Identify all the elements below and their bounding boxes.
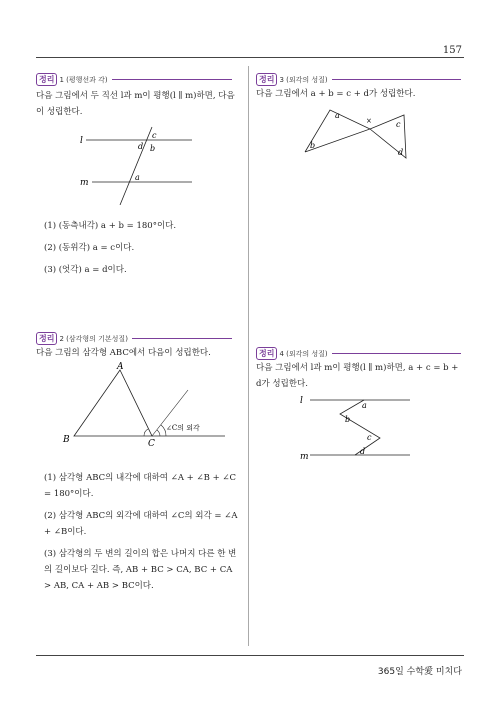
theorem4-statement: 다음 그림에서 l과 m이 평행(l ∥ m)하면, a + c = b + d가 성립한다. [256,363,459,389]
angle-d: d [398,148,404,157]
vertex-a: A [117,362,124,372]
theorem1-item: (2) (동위각) a = c이다. [44,243,135,253]
theorem2-statement: 다음 그림의 삼각형 ABC에서 다음이 성립한다. [36,348,211,358]
theorem1-item: (3) (엇각) a = d이다. [44,265,127,275]
theorem1-figure [80,125,200,205]
theorem4-heading [256,347,461,360]
theorem2-heading [36,332,232,345]
theorem2-item: (2) 삼각형 ABC의 외각에 대하여 ∠C의 외각 = ∠A + ∠B이다. [44,511,238,537]
label-l: l [80,136,83,146]
angle-c-arc [144,429,148,436]
theorem2-title: 2 (삼각형의 기본성질) [59,334,128,343]
footer-text: 365일 수학愛 미치다 [377,667,462,677]
theorem1-badge: 정리 [36,73,57,86]
angle-b: b [310,141,316,150]
angle-b: b [345,415,351,424]
theorem2-figure [60,362,240,452]
theorem3-title: 3 (외각의 성질) [279,75,328,84]
angle-d: d [138,142,144,151]
label-m: m [300,452,309,462]
header-rule [36,57,464,58]
vertex-mark: × [366,117,372,125]
angle-d: d [360,447,366,456]
theorem1-item: (1) (동측내각) a + b = 180°이다. [44,221,177,231]
theorem3-heading [256,73,461,86]
exterior-arc-1 [157,430,160,436]
theorem4-badge: 정리 [256,347,277,360]
theorem3-badge: 정리 [256,73,277,86]
theorem4-figure [300,392,430,464]
angle-c: c [396,120,401,129]
theorem4-rule [332,353,461,354]
angle-c: c [367,433,372,442]
angle-a: a [335,111,340,120]
vertex-b: B [63,435,70,445]
theorem1-rule [112,79,232,80]
label-m: m [80,178,89,188]
theorem2-badge: 정리 [36,332,57,345]
theorem2-item: (3) 삼각형의 두 변의 길이의 합은 나머지 다른 한 변의 길이보다 길다. 즉, AB + BC > CA, BC + CA > AB, CA + AB > BC이다. [44,549,237,591]
angle-a: a [362,401,367,410]
theorem4-title: 4 (외각의 성질) [279,349,328,358]
theorem1-title: 1 (평행선과 각) [59,75,108,84]
theorem3-rule [332,79,461,80]
page-number: 157 [442,45,462,56]
triangle-abc [74,370,152,436]
footer-rule [36,655,464,656]
theorem3-statement: 다음 그림에서 a + b = c + d가 성립한다. [256,89,416,99]
vertex-c: C [148,439,155,449]
theorem1-heading [36,73,232,86]
angle-b: b [150,144,156,153]
angle-c: c [152,131,157,140]
theorem2-item: (1) 삼각형 ABC의 내각에 대하여 ∠A + ∠B + ∠C = 180°이다. [44,473,237,499]
theorem2-rule [132,338,232,339]
exterior-angle-label: ∠C의 외각 [166,424,200,432]
transversal [120,127,152,205]
label-l: l [300,396,303,406]
theorem1-statement: 다음 그림에서 두 직선 l과 m이 평행(l ∥ m)하면, 다음이 성립한다. [36,91,235,117]
column-divider [248,66,249,646]
theorem3-figure [300,105,420,160]
angle-a: a [135,173,140,182]
